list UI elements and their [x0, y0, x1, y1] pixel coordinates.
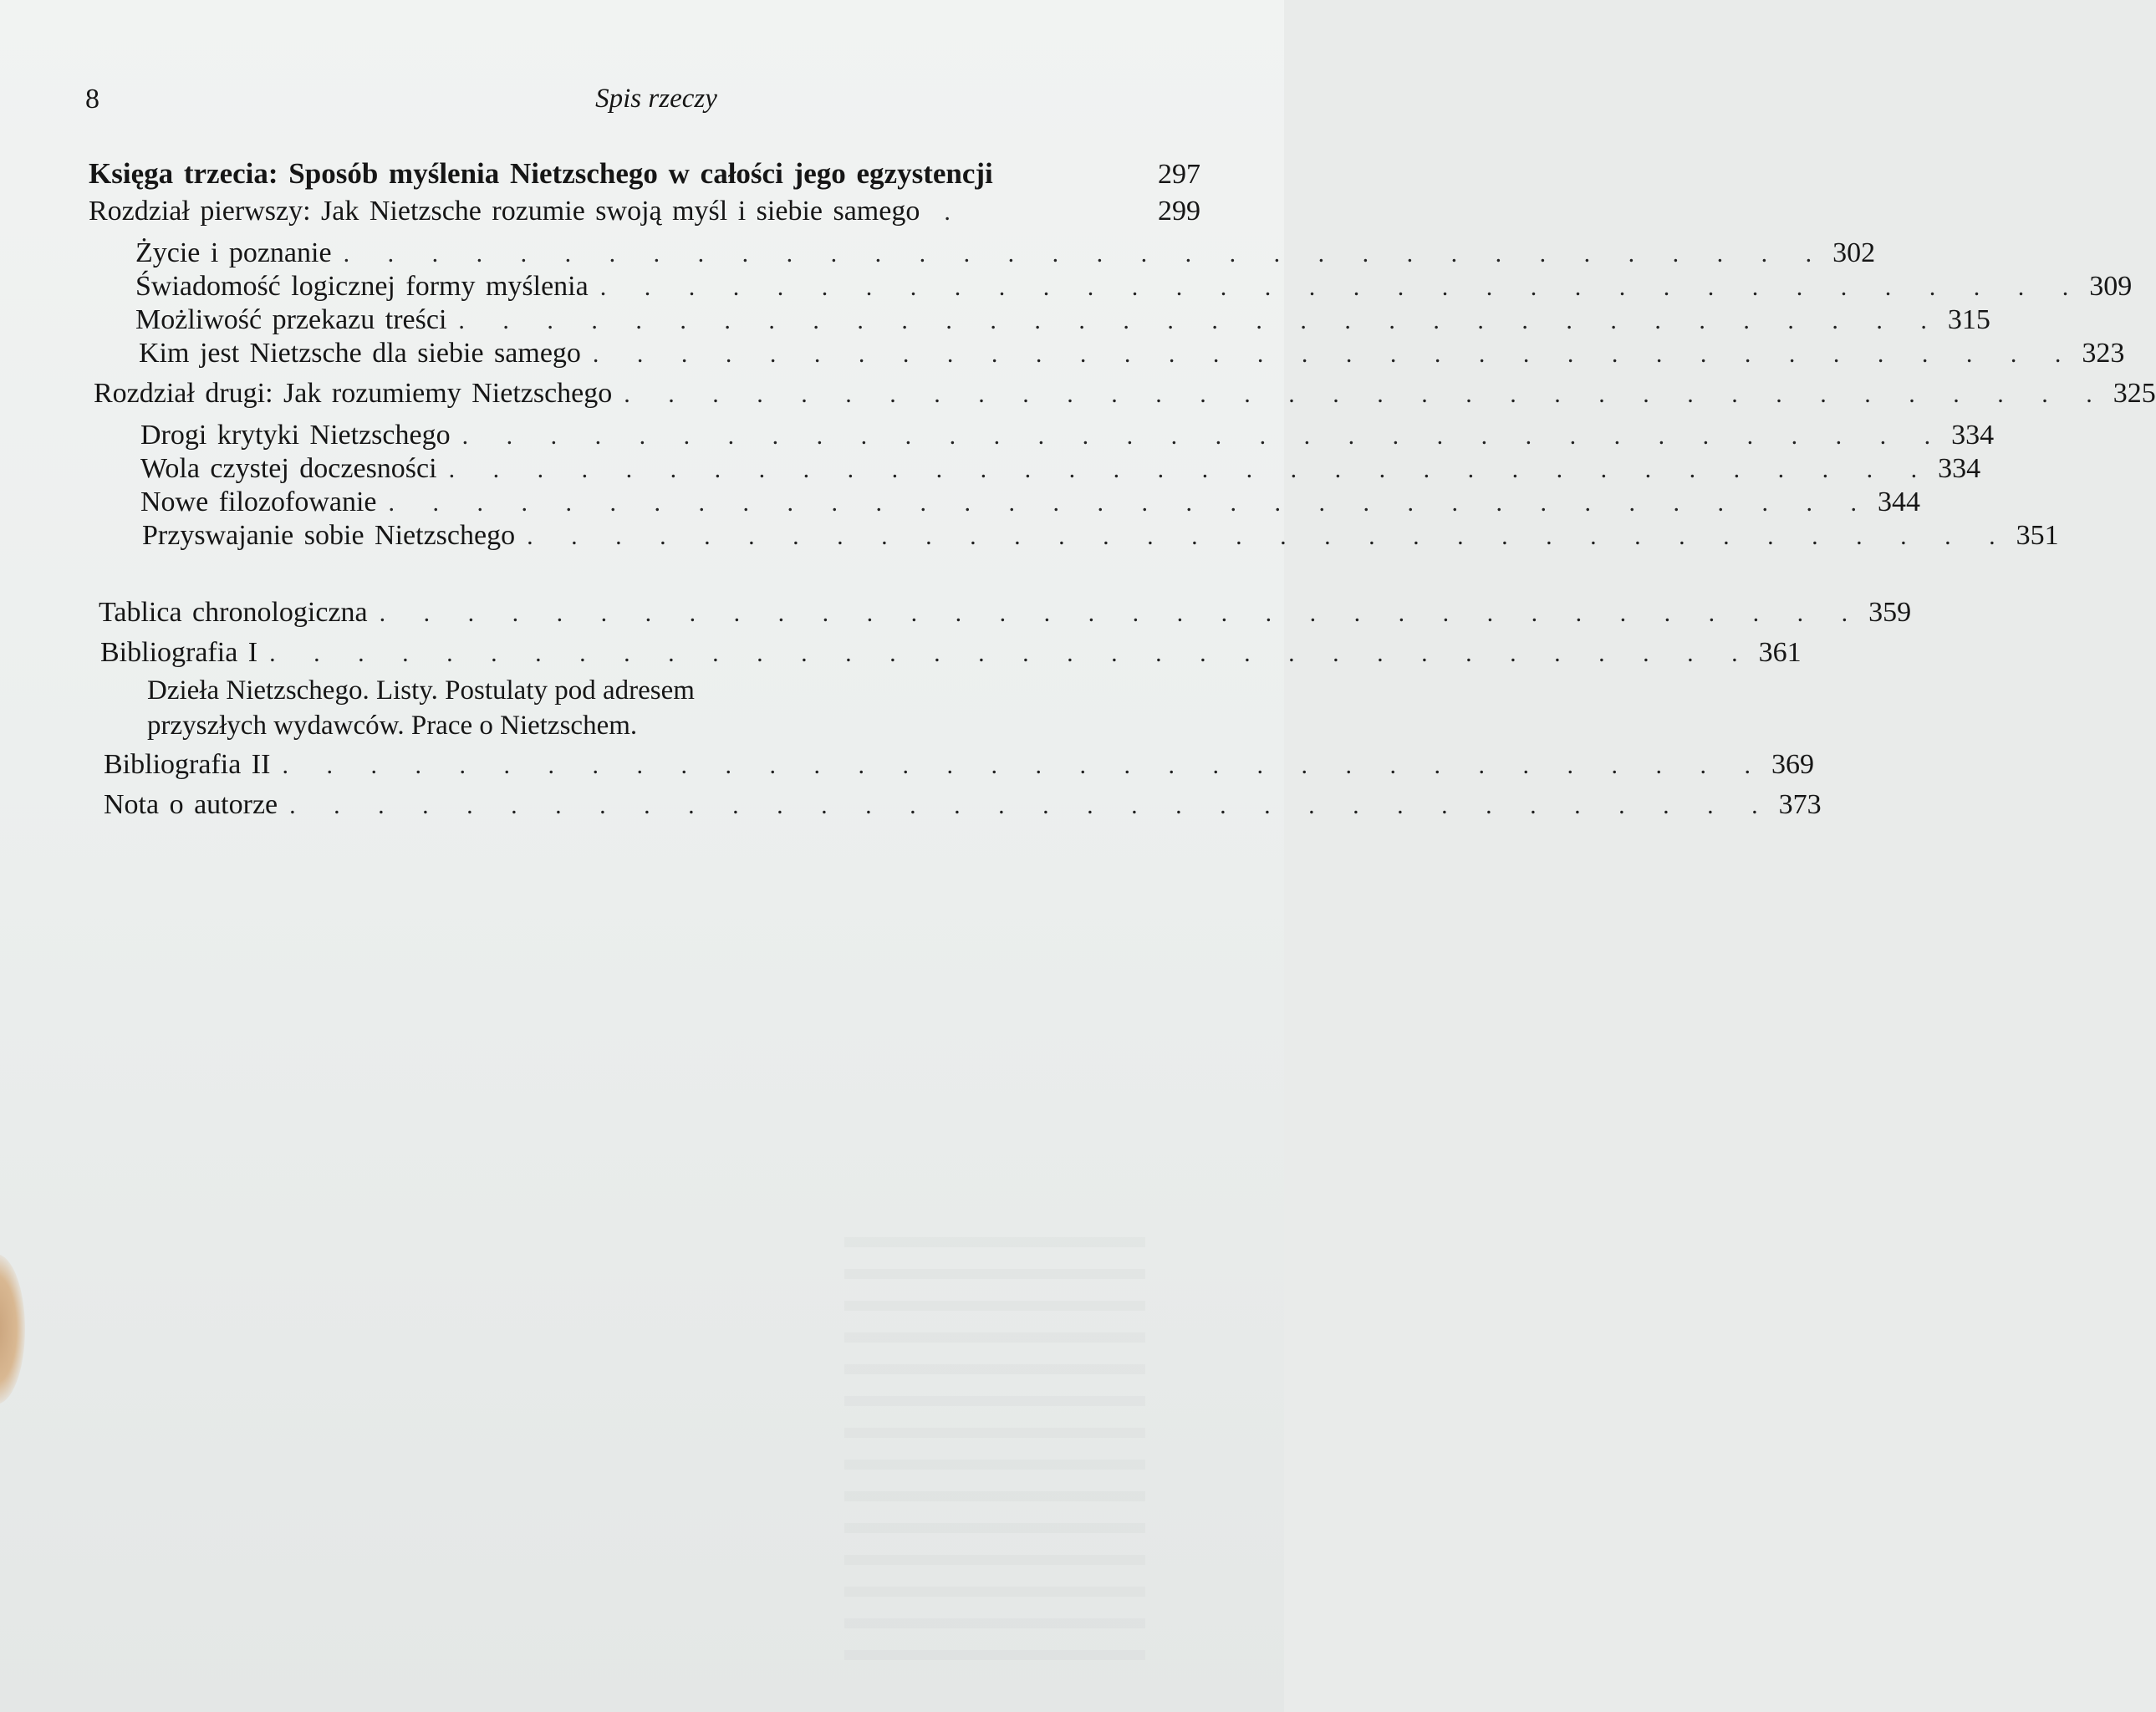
bibliography-note-line-2: przyszłych wydawców. Prace o Nietzschem. [147, 711, 638, 741]
toc-appendix-entry [104, 789, 1822, 821]
toc-appendix-entry [99, 597, 1912, 629]
toc-chapter-entry [89, 196, 1200, 227]
toc-chapter-entry [94, 378, 2156, 410]
toc-entry-title: Nota o autorze [104, 789, 278, 820]
toc-entry-page: 344 [1878, 487, 1921, 517]
toc-section-entry [135, 304, 1990, 336]
toc-entry-title: Rozdział drugi: Jak rozumiemy Nietzschego [94, 378, 613, 409]
toc-entry-leader: . . . . . . . . . . . . . . . . . . . . . . . . . . . . . . . . . . [343, 240, 1828, 268]
toc-entry-leader: . . . . . . . . . . . . . . . . . . . . . . . . . . . . . . . . . . [448, 456, 1934, 483]
toc-section-entry [135, 237, 1876, 269]
toc-entry-leader: . . . . . . . . . . . . . . . . . . . . . . . . . . . . . . . . . . [527, 522, 2011, 550]
toc-entry-page: 334 [1938, 453, 1981, 484]
running-title: Spis rzeczy [595, 84, 717, 114]
toc-entry-page: 325 [2113, 378, 2156, 409]
toc-entry-leader: . [931, 198, 951, 226]
toc-entry-title: Wola czystej doczesności [140, 453, 437, 484]
toc-entry-leader: . . . . . . . . . . . . . . . . . . . . . . . . . . . . . . . . . . [282, 752, 1766, 779]
toc-appendix-entry [100, 637, 1802, 669]
toc-entry-leader: . . . . . . . . . . . . . . . . . . . . . . . . . . . . . . . . . . [461, 422, 1947, 450]
toc-section-entry [135, 271, 2133, 303]
page-number: 8 [85, 84, 99, 115]
toc-entry-page: 361 [1758, 637, 1802, 668]
toc-entry-page: 315 [1947, 304, 1990, 335]
toc-entry-page: 299 [1158, 196, 1200, 227]
toc-section-entry [140, 487, 1921, 518]
toc-entry-page: 334 [1951, 420, 1995, 451]
toc-book-entry [89, 157, 1200, 191]
toc-entry-leader: . . . . . . . . . . . . . . . . . . . . . . . . . . . . . . . . . . [388, 489, 1873, 517]
toc-entry-page: 297 [1158, 159, 1200, 190]
bleed-through-text [844, 1237, 1145, 1672]
toc-entry-title: Drogi krytyki Nietzschego [140, 420, 451, 451]
toc-entry-page: 309 [2089, 271, 2133, 302]
toc-entry-page: 359 [1868, 597, 1912, 628]
page-header [0, 84, 1284, 125]
toc-entry-page: 351 [2016, 520, 2059, 551]
toc-section-entry [140, 453, 1981, 485]
toc-appendix-entry [104, 749, 1814, 781]
toc-entry-title: Świadomość logicznej formy myślenia [135, 271, 589, 302]
toc-entry-leader: . . . . . . . . . . . . . . . . . . . . . . . . . . . . . . . . . . [458, 307, 1943, 334]
toc-entry-title: Życie i poznanie [135, 237, 332, 268]
toc-entry-title: Przyswajanie sobie Nietzschego [142, 520, 516, 551]
toc-entry-title: Bibliografia II [104, 749, 271, 780]
toc-entry-page: 302 [1832, 237, 1876, 268]
toc-entry-page: 373 [1778, 789, 1822, 820]
toc-entry-title: Kim jest Nietzsche dla siebie samego [139, 338, 581, 369]
toc-section-entry [139, 338, 2125, 369]
toc-entry-page: 369 [1771, 749, 1814, 780]
finger-shadow [0, 1254, 25, 1404]
toc-entry-title: Nowe filozofowanie [140, 487, 377, 517]
toc-entry-title: Tablica chronologiczna [99, 597, 368, 628]
toc-entry-title: Rozdział pierwszy: Jak Nietzsche rozumie swoją myśl i siebie samego [89, 196, 920, 227]
toc-entry-leader: . . . . . . . . . . . . . . . . . . . . . . . . . . . . . . . . . . [289, 792, 1774, 819]
toc-entry-leader: . . . . . . . . . . . . . . . . . . . . . . . . . . . . . . . . . . [599, 273, 2085, 301]
toc-section-entry [140, 420, 1995, 451]
toc-entry-title: Księga trzecia: Sposób myślenia Nietzschego w całości jego egzystencji [89, 157, 993, 190]
toc-section-entry [142, 520, 2059, 552]
toc-entry-title: Bibliografia I [100, 637, 258, 668]
toc-entry-title: Możliwość przekazu treści [135, 304, 447, 335]
toc-entry-leader: . . . . . . . . . . . . . . . . . . . . . . . . . . . . . . . . . . [624, 380, 2108, 408]
toc-entry-leader: . . . . . . . . . . . . . . . . . . . . . . . . . . . . . . . . . . [379, 599, 1864, 627]
toc-entry-leader: . . . . . . . . . . . . . . . . . . . . . . . . . . . . . . . . . . [269, 639, 1754, 667]
bibliography-note-line-1: Dzieła Nietzschego. Listy. Postulaty pod adresem [147, 675, 695, 706]
toc-entry-page: 323 [2082, 338, 2125, 369]
toc-entry-leader: . . . . . . . . . . . . . . . . . . . . . . . . . . . . . . . . . . [592, 340, 2077, 368]
